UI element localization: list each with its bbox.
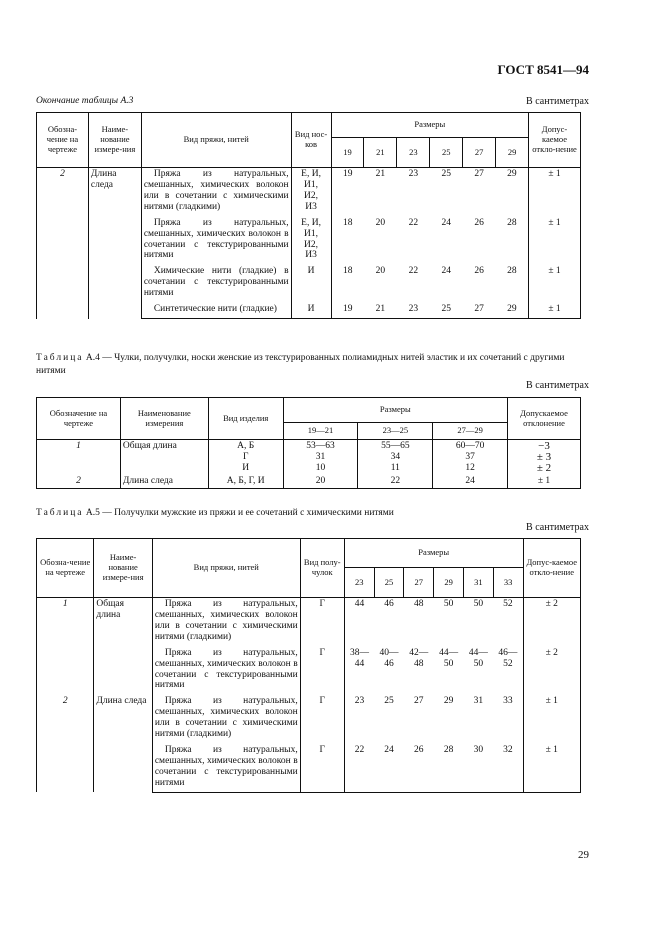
tolerance-cell: ± 1 (529, 265, 581, 303)
table-a5-caption (36, 508, 394, 518)
kind-cell: Г (300, 598, 344, 647)
table-a5 (36, 538, 581, 793)
product-line: А, Б (237, 441, 255, 451)
value-cell: 25 (384, 696, 394, 707)
product-line: А, Б, Г, И (226, 476, 265, 486)
value-cell: 50 (443, 599, 454, 609)
value-cell: 44—50 (468, 647, 488, 669)
value-cell: 18 (342, 266, 353, 277)
size-header: 33 (493, 568, 523, 598)
tolerance-cell: ± 1 (529, 303, 581, 318)
yarn-cell: Пряжа из натуральных, смешанных, химических волокон в сочетании с текстурированными нитями (152, 647, 300, 696)
kind-line: Е, И, (301, 217, 321, 228)
table-a4-caption (36, 352, 581, 378)
value-cell: 24 (374, 744, 404, 792)
value-line: 11 (390, 462, 400, 473)
yarn-cell: Пряжа из натуральных, смешанных, химических волокон или в сочетании с химическими нитями (гладкими) (152, 598, 300, 647)
tolerance-cell (508, 440, 581, 476)
tolerance-cell: ± 1 (529, 168, 581, 217)
kind-line: И1, (304, 179, 319, 190)
tolerance-cell: ± 1 (523, 744, 580, 792)
size-header: 29 (496, 138, 529, 168)
kind-cell: Г (300, 695, 344, 744)
value-cell: 24 (441, 266, 451, 277)
value-cell: 28 (496, 217, 529, 266)
value-cell: 50 (473, 599, 484, 609)
value-line: 37 (465, 451, 475, 462)
value-cell: 21 (375, 169, 386, 179)
header-measurement: Наименование измерения (120, 398, 208, 440)
header-sizes: Размеры (344, 539, 523, 568)
value-cell: 23 (354, 696, 365, 707)
header-designation: Обозначение на чертеже (37, 398, 121, 440)
value-line: 12 (465, 462, 475, 473)
product-cell (208, 440, 283, 476)
table-row (37, 168, 581, 217)
size-header: 25 (374, 568, 404, 598)
yarn-cell: Пряжа из натуральных, смешанных, химических волокон или в сочетании с химическими нитями (гладкими) (141, 168, 291, 217)
kind-cell (291, 168, 331, 217)
table-row (37, 440, 581, 476)
designation-cell: 1 (37, 598, 94, 696)
value-cell (358, 440, 433, 476)
size-header: 21 (364, 138, 397, 168)
value-cell: 31 (473, 696, 484, 707)
table-row (37, 598, 581, 647)
header-designation: Обозна-чение на чертеже (37, 539, 94, 598)
kind-line: И2, (304, 239, 319, 250)
value-cell: 29 (496, 303, 529, 318)
kind-line: И2, (304, 190, 319, 201)
measurement-cell: Общая длина (120, 440, 208, 476)
tolerance-cell: ± 2 (523, 647, 580, 696)
table-a4 (36, 397, 581, 489)
value-cell: 48 (414, 599, 424, 609)
value-cell: 26 (404, 744, 434, 792)
table-a5-caption-text: А.5 — Получулки мужские из пряжи и ее сочетаний с химическими нитями (85, 508, 394, 518)
header-tolerance: Допускаемое отклонение (508, 398, 581, 440)
yarn-cell: Синтетические нити (гладкие) (141, 303, 291, 318)
value-cell (283, 475, 358, 488)
header-product: Вид изделия (208, 398, 283, 440)
header-yarn: Вид пряжи, нитей (152, 539, 300, 598)
header-measurement: Наиме-нование измере-ния (88, 113, 141, 168)
kind-line: И (307, 304, 315, 315)
size-header: 23 (344, 568, 374, 598)
value-cell: 19 (342, 169, 353, 179)
value-cell: 27 (414, 696, 424, 707)
value-cell: 38—44 (349, 647, 369, 669)
value-cell: 27 (463, 303, 496, 318)
value-cell: 22 (408, 217, 419, 228)
table-a3-caption: Окончание таблицы А.3 (36, 96, 134, 106)
yarn-cell: Пряжа из натуральных, смешанных, химических волокон в сочетании с текстурированными нитями (152, 744, 300, 792)
value-cell: 20 (375, 266, 386, 277)
value-cell (358, 475, 433, 488)
value-cell: 25 (430, 303, 463, 318)
value-cell: 52 (493, 598, 523, 647)
value-cell: 28 (496, 265, 529, 303)
size-header: 29 (434, 568, 464, 598)
table-a5-units: В сантиметрах (526, 522, 589, 533)
header-tolerance: Допус-каемое откло-нение (523, 539, 580, 598)
size-header: 27 (463, 138, 496, 168)
value-cell: 46—52 (493, 647, 523, 696)
tolerance-line: −3 (538, 440, 550, 452)
value-cell (433, 440, 508, 476)
value-line: 22 (390, 476, 401, 486)
value-line: 24 (465, 476, 475, 486)
yarn-cell: Пряжа из натуральных, смешанных, химических волокон или в сочетании с химическими нитями (гладкими) (152, 695, 300, 744)
product-cell (208, 475, 283, 488)
value-cell: 23 (408, 169, 419, 179)
value-cell: 44—50 (439, 647, 459, 669)
header-tolerance: Допус-каемое откло-нение (529, 113, 581, 168)
tolerance-cell: ± 2 (523, 598, 580, 647)
size-header: 23—25 (358, 423, 433, 440)
value-cell: 19 (331, 303, 364, 318)
header-sizes: Размеры (283, 398, 507, 423)
value-cell: 27 (474, 169, 484, 179)
value-line: 20 (315, 476, 326, 486)
measurement-cell: Длина следа (88, 168, 141, 319)
header-toe-type: Вид нос-ков (291, 113, 331, 168)
designation-cell: 1 (37, 440, 121, 476)
size-header: 31 (463, 568, 493, 598)
designation-cell: 2 (37, 695, 94, 792)
value-cell: 18 (342, 217, 353, 228)
yarn-cell: Пряжа из натуральных, смешанных, химических волокон в сочетании с текстурированными нитями (141, 217, 291, 266)
value-cell: 26 (474, 217, 484, 228)
header-kind: Вид полу-чулок (300, 539, 344, 598)
tolerance-line: ± 1 (537, 476, 551, 486)
table-a5-caption-label: Таблица (36, 508, 84, 518)
size-header: 19 (331, 138, 364, 168)
value-cell: 26 (474, 266, 484, 277)
kind-line: И3 (305, 201, 317, 212)
kind-line: Е, И, (301, 169, 321, 179)
value-cell: 24 (441, 217, 451, 228)
value-cell: 29 (496, 168, 529, 217)
measurement-cell: Длина следа (120, 475, 208, 488)
tolerance-line: ± 3 (536, 451, 552, 463)
value-cell: 46 (384, 599, 394, 609)
value-cell: 22 (344, 744, 374, 792)
value-cell: 33 (493, 695, 523, 744)
tolerance-cell: ± 1 (523, 695, 580, 744)
kind-cell (291, 303, 331, 318)
tolerance-cell (508, 475, 581, 488)
table-a4-caption-text: А.4 — Чулки, получулки, носки женские из текстурированных полиамидных нитей эластик и их сочетаний с другими нитями (36, 353, 565, 376)
table-row (37, 475, 581, 488)
designation-cell: 2 (37, 475, 121, 488)
value-line: 34 (390, 451, 401, 462)
kind-line: И3 (305, 250, 317, 261)
header-designation: Обозна-чение на чертеже (37, 113, 89, 168)
value-cell: 44 (354, 599, 365, 609)
value-cell: 28 (434, 744, 464, 792)
standard-number: ГОСТ 8541—94 (497, 62, 589, 77)
table-row (37, 695, 581, 744)
table-a4-units: В сантиметрах (526, 380, 589, 391)
table-a4-caption-label: Таблица (36, 353, 84, 363)
size-header: 27—29 (433, 423, 508, 440)
size-header: 23 (397, 138, 430, 168)
kind-line: И (307, 266, 315, 277)
table-a3-units: В сантиметрах (526, 96, 589, 107)
value-line: 53—63 (306, 441, 335, 451)
size-header: 27 (404, 568, 434, 598)
table-a3 (36, 112, 581, 319)
value-cell: 30 (463, 744, 493, 792)
value-cell: 20 (375, 217, 386, 228)
value-line: 31 (315, 451, 326, 462)
yarn-cell: Химические нити (гладкие) в сочетании с текстурированными нитями (141, 265, 291, 303)
header-measurement: Наиме-нование измере-ния (94, 539, 152, 598)
value-cell: 32 (493, 744, 523, 792)
value-cell: 23 (397, 303, 430, 318)
designation-cell: 2 (37, 168, 89, 319)
measurement-cell: Общая длина (94, 598, 152, 696)
value-cell: 25 (441, 169, 451, 179)
value-cell: 42—48 (409, 647, 429, 669)
size-header: 25 (430, 138, 463, 168)
value-cell: 40—46 (379, 647, 399, 669)
page-number: 29 (578, 849, 589, 861)
value-cell (283, 440, 358, 476)
measurement-cell: Длина следа (94, 695, 152, 792)
value-line: 10 (315, 462, 326, 473)
product-line: И (242, 462, 250, 473)
size-header: 19—21 (283, 423, 358, 440)
value-cell: 22 (408, 266, 419, 277)
value-cell: 21 (364, 303, 397, 318)
value-cell (433, 475, 508, 488)
tolerance-line: ± 2 (536, 462, 552, 474)
kind-cell: Г (300, 744, 344, 792)
header-sizes: Размеры (331, 113, 529, 138)
value-line: 55—65 (381, 441, 410, 451)
tolerance-cell: ± 1 (529, 217, 581, 266)
kind-cell (291, 217, 331, 266)
value-line: 60—70 (455, 441, 485, 451)
header-yarn: Вид пряжи, нитей (141, 113, 291, 168)
kind-cell: Г (300, 647, 344, 696)
kind-line: И1, (304, 228, 319, 239)
kind-cell (291, 265, 331, 303)
value-cell: 29 (443, 696, 454, 707)
product-line: Г (242, 451, 249, 462)
